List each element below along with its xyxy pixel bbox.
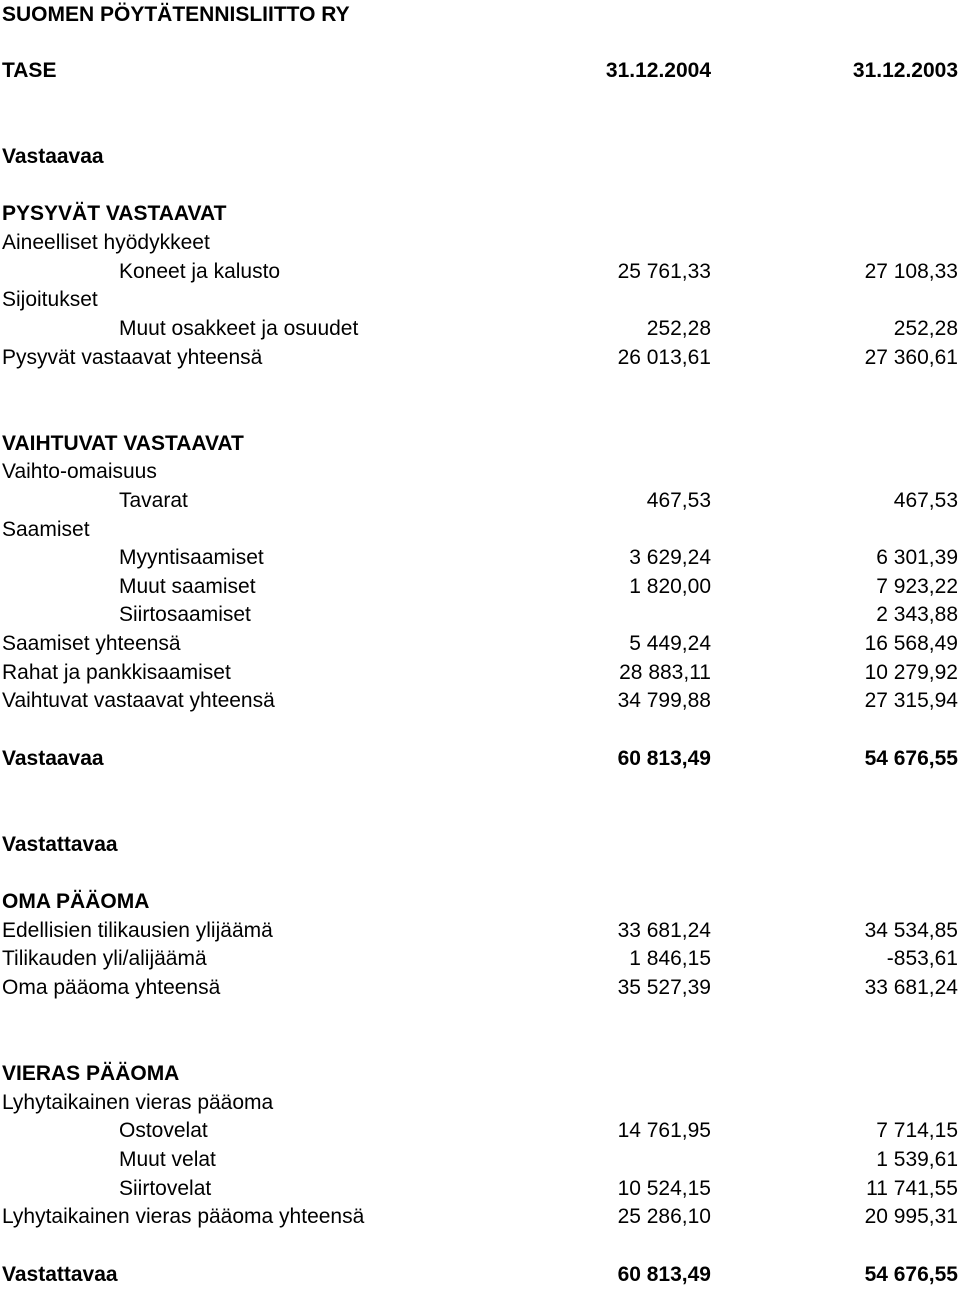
sheet-spacer bbox=[0, 172, 960, 201]
sheet-row bbox=[0, 945, 960, 974]
sheet-spacer bbox=[0, 114, 960, 143]
row-label: Aineelliset hyödykkeet bbox=[2, 230, 210, 254]
row-label: Oma pääoma yhteensä bbox=[2, 976, 221, 999]
row-label: Tilikauden yli/alijäämä bbox=[2, 947, 207, 971]
row-label: Muut velat bbox=[119, 1147, 216, 1171]
sheet-row bbox=[0, 573, 960, 602]
sheet-spacer bbox=[0, 1232, 960, 1261]
row-label: Pysyvät vastaavat yhteensä bbox=[2, 345, 263, 369]
value-2004: 14 761,95 bbox=[617, 1119, 711, 1143]
value-2003: 54 676,55 bbox=[864, 1262, 958, 1286]
sheet-row bbox=[0, 57, 960, 86]
row-label: TASE bbox=[2, 59, 57, 82]
value-2004: 25 286,10 bbox=[617, 1205, 711, 1229]
value-2003: 7 923,22 bbox=[876, 574, 958, 598]
sheet-row bbox=[0, 1175, 960, 1204]
sheet-spacer bbox=[0, 86, 960, 115]
sheet-spacer bbox=[0, 1003, 960, 1032]
value-2004: 33 681,24 bbox=[617, 918, 711, 942]
organization-title: SUOMEN PÖYTÄTENNISLIITTO RY bbox=[2, 3, 350, 26]
sheet-row bbox=[0, 745, 960, 774]
row-label: Edellisien tilikausien ylijäämä bbox=[2, 918, 273, 942]
sheet-row bbox=[0, 143, 960, 172]
sheet-row bbox=[0, 1203, 960, 1232]
value-2003: -853,61 bbox=[886, 947, 958, 971]
value-2004: 3 629,24 bbox=[629, 546, 711, 570]
row-label: Vaihto-omaisuus bbox=[2, 460, 157, 484]
row-label: Rahat ja pankkisaamiset bbox=[2, 660, 231, 684]
value-2003: 2 343,88 bbox=[876, 603, 958, 627]
row-label: Myyntisaamiset bbox=[119, 546, 264, 570]
row-label: Vastaavaa bbox=[2, 746, 104, 770]
value-2004: 252,28 bbox=[646, 316, 711, 340]
sheet-spacer bbox=[0, 773, 960, 802]
sheet-row bbox=[0, 458, 960, 487]
sheet-row bbox=[0, 286, 960, 315]
value-2004: 28 883,11 bbox=[619, 660, 711, 684]
sheet-row bbox=[0, 917, 960, 946]
value-2004: 25 761,33 bbox=[617, 259, 711, 283]
value-2004: 1 846,15 bbox=[629, 947, 711, 971]
sheet-row bbox=[0, 1261, 960, 1290]
sheet-spacer bbox=[0, 401, 960, 430]
value-2003: 11 741,55 bbox=[866, 1176, 958, 1200]
sheet-spacer bbox=[0, 1031, 960, 1060]
value-2003: 27 360,61 bbox=[864, 345, 958, 369]
value-2003: 54 676,55 bbox=[864, 746, 958, 770]
value-2004: 60 813,49 bbox=[617, 1262, 711, 1286]
sheet-spacer bbox=[0, 859, 960, 888]
row-label: PYSYVÄT VASTAAVAT bbox=[2, 202, 227, 226]
row-label: OMA PÄÄOMA bbox=[2, 890, 150, 914]
row-label: Muut osakkeet ja osuudet bbox=[119, 316, 359, 340]
value-2003: 31.12.2003 bbox=[852, 59, 958, 82]
row-label: Lyhytaikainen vieras pääoma yhteensä bbox=[2, 1205, 365, 1229]
row-label: Vastattavaa bbox=[2, 1262, 118, 1286]
sheet-spacer bbox=[0, 802, 960, 831]
row-label: Vastaavaa bbox=[2, 144, 104, 168]
sheet-row bbox=[0, 544, 960, 573]
value-2004: 5 449,24 bbox=[629, 632, 711, 656]
sheet-row bbox=[0, 1117, 960, 1146]
value-2003: 7 714,15 bbox=[876, 1119, 958, 1143]
sheet-row bbox=[0, 831, 960, 860]
sheet-row bbox=[0, 200, 960, 229]
sheet-row bbox=[0, 315, 960, 344]
row-label: Siirtosaamiset bbox=[119, 603, 251, 627]
sheet-spacer bbox=[0, 716, 960, 745]
sheet-row bbox=[0, 659, 960, 688]
value-2003: 34 534,85 bbox=[864, 918, 958, 942]
value-2004: 34 799,88 bbox=[617, 689, 711, 713]
value-2003: 27 108,33 bbox=[864, 259, 958, 283]
value-2003: 467,53 bbox=[893, 488, 958, 512]
sheet-row bbox=[0, 344, 960, 373]
value-2003: 33 681,24 bbox=[864, 976, 958, 999]
row-label: VIERAS PÄÄOMA bbox=[2, 1061, 180, 1085]
sheet-row bbox=[0, 601, 960, 630]
row-label: VAIHTUVAT VASTAAVAT bbox=[2, 431, 244, 455]
row-label: Saamiset bbox=[2, 517, 90, 541]
row-label: Lyhytaikainen vieras pääoma bbox=[2, 1090, 274, 1114]
value-2003: 20 995,31 bbox=[864, 1205, 958, 1229]
row-label: Tavarat bbox=[119, 488, 188, 512]
row-label: Vastattavaa bbox=[2, 832, 118, 856]
sheet-row bbox=[0, 1060, 960, 1089]
row-label: Koneet ja kalusto bbox=[119, 259, 281, 283]
value-2004: 26 013,61 bbox=[617, 345, 711, 369]
row-label: Saamiset yhteensä bbox=[2, 632, 181, 656]
sheet-row bbox=[0, 430, 960, 459]
sheet-row bbox=[0, 229, 960, 258]
balance-sheet bbox=[0, 57, 960, 1289]
sheet-row bbox=[0, 974, 960, 1003]
sheet-row bbox=[0, 516, 960, 545]
row-label: Siirtovelat bbox=[119, 1176, 212, 1200]
row-label: Muut saamiset bbox=[119, 574, 256, 598]
row-label: Ostovelat bbox=[119, 1119, 208, 1143]
value-2003: 1 539,61 bbox=[876, 1147, 958, 1171]
row-label: Vaihtuvat vastaavat yhteensä bbox=[2, 689, 275, 713]
sheet-row bbox=[0, 630, 960, 659]
value-2004: 60 813,49 bbox=[617, 746, 711, 770]
sheet-row bbox=[0, 888, 960, 917]
sheet-row bbox=[0, 687, 960, 716]
sheet-spacer bbox=[0, 372, 960, 401]
value-2003: 6 301,39 bbox=[876, 546, 958, 570]
value-2004: 467,53 bbox=[646, 488, 711, 512]
value-2004: 1 820,00 bbox=[629, 574, 711, 598]
value-2003: 10 279,92 bbox=[864, 660, 958, 684]
value-2004: 35 527,39 bbox=[617, 976, 711, 999]
sheet-row bbox=[0, 487, 960, 516]
value-2004: 31.12.2004 bbox=[605, 59, 711, 82]
value-2003: 16 568,49 bbox=[864, 632, 958, 656]
sheet-row bbox=[0, 258, 960, 287]
row-label: Sijoitukset bbox=[2, 288, 98, 312]
sheet-row bbox=[0, 1089, 960, 1118]
sheet-row bbox=[0, 1146, 960, 1175]
value-2003: 27 315,94 bbox=[864, 689, 958, 713]
value-2003: 252,28 bbox=[893, 316, 958, 340]
value-2004: 10 524,15 bbox=[617, 1176, 711, 1200]
